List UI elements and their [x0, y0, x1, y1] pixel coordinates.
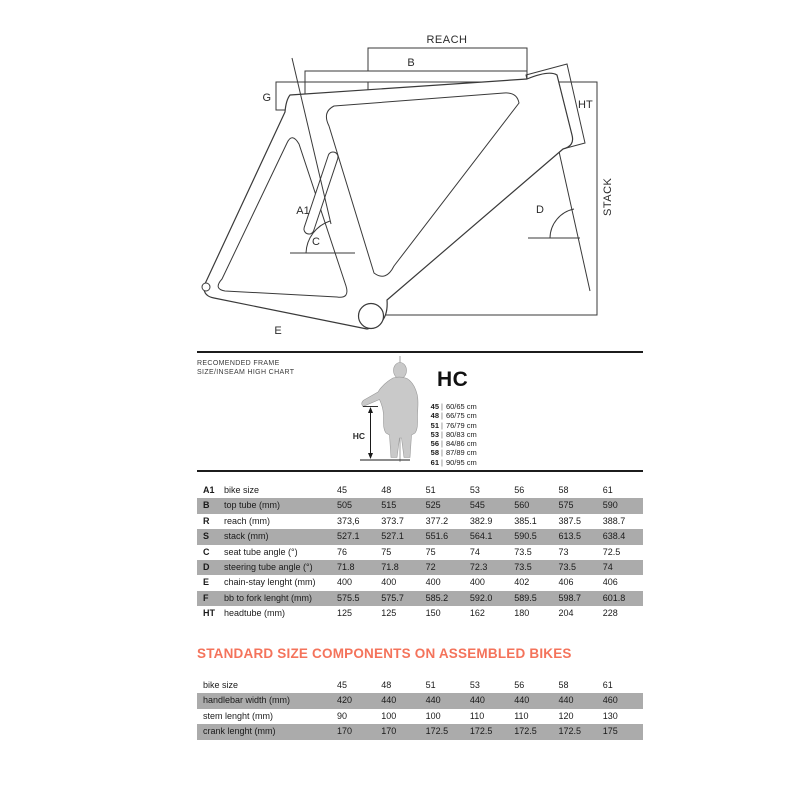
components-value: 440 [514, 695, 530, 706]
geometry-row-label: seat tube angle (°) [224, 546, 298, 557]
frame-diagram [0, 0, 800, 352]
hc-entry-51 [428, 421, 477, 430]
hc-entry-size: 61 [430, 457, 439, 467]
hc-arrow-top [368, 407, 373, 413]
geometry-value: 601.8 [602, 592, 626, 603]
geometry-value: 564.1 [469, 531, 493, 542]
geometry-value: 505 [337, 500, 353, 511]
geometry-value: 73.5 [514, 546, 532, 557]
geometry-value: 377.2 [425, 515, 449, 526]
components-value: 130 [602, 710, 618, 721]
geometry-row-s [197, 529, 643, 544]
geometry-value: 575 [558, 500, 574, 511]
components-value: 170 [337, 726, 353, 737]
components-value: 48 [381, 680, 392, 690]
geometry-row-code: A1 [203, 485, 215, 495]
geometry-row-code: R [203, 515, 210, 526]
geometry-row-label: bb to fork lenght (mm) [224, 592, 313, 603]
geometry-value: 71.8 [337, 561, 355, 572]
hc-entry-53 [428, 430, 477, 439]
components-value: 175 [602, 726, 618, 737]
components-value: 440 [425, 695, 441, 706]
hc-entry-separator: | [441, 448, 443, 458]
geometry-row-r [197, 514, 643, 529]
hc-entry-45 [428, 402, 477, 411]
components-value: 420 [337, 695, 353, 706]
geometry-value: 589.5 [514, 592, 537, 603]
hc-entry-separator: | [441, 411, 443, 421]
components-value: 110 [514, 710, 529, 721]
hc-entry-48 [428, 411, 477, 420]
geometry-value: 545 [469, 500, 485, 511]
geometry-value: 72.5 [602, 546, 621, 557]
components-value: 100 [381, 710, 397, 721]
size-chart-heading-line2: SIZE/INSEAM HIGH CHART [197, 369, 295, 376]
geometry-row-code: F [203, 592, 209, 603]
components-value: 172.5 [425, 726, 449, 737]
hc-title: HC [437, 368, 469, 391]
geometry-value: 551.6 [425, 531, 449, 542]
hc-entry-separator: | [441, 402, 443, 411]
geometry-row-code: D [203, 561, 210, 572]
geometry-row-label: steering tube angle (°) [224, 561, 313, 572]
geometry-value: 228 [602, 608, 618, 619]
c-label: C [312, 236, 320, 248]
geometry-value: 373,6 [337, 515, 360, 526]
geometry-value: 400 [337, 577, 353, 588]
divider-top [197, 351, 643, 353]
rear-dropout-circle [202, 283, 210, 291]
geometry-row-label: stack (mm) [224, 531, 269, 542]
geometry-value: 74 [602, 561, 613, 572]
components-value: 51 [425, 680, 436, 690]
geometry-row-d [197, 560, 643, 575]
geometry-row-f [197, 591, 643, 606]
geometry-row-code: HT [203, 608, 215, 619]
geometry-value: 592.0 [469, 592, 493, 603]
g-label: G [262, 92, 271, 104]
hc-entry-size: 51 [430, 420, 439, 430]
geometry-row-code: S [203, 531, 210, 542]
geometry-value: 387.5 [558, 515, 582, 526]
geometry-value: 72.3 [469, 561, 488, 572]
hc-entry-range: 84/86 cm [445, 439, 477, 449]
size-chart-heading-line1: RECOMENDED FRAME [197, 360, 280, 367]
geometry-row-label: headtube (mm) [224, 608, 286, 619]
geometry-value: 385.1 [514, 515, 537, 526]
geometry-row-label: reach (mm) [224, 515, 271, 526]
geometry-table [197, 483, 643, 622]
geometry-value: 585.2 [425, 592, 449, 603]
geometry-value: 75 [381, 546, 392, 557]
components-row-3 [197, 724, 643, 739]
components-value: 172.5 [514, 726, 537, 737]
hc-entry-56 [428, 439, 477, 448]
b-label: B [407, 57, 415, 69]
components-value: 440 [469, 695, 485, 706]
stack-label: STACK [602, 177, 614, 216]
d-label: D [536, 204, 544, 216]
components-row-label: bike size [203, 680, 239, 690]
components-row-2 [197, 709, 643, 724]
geometry-value: 75 [425, 546, 436, 557]
geometry-value: 560 [514, 500, 530, 511]
geometry-value: 61 [602, 485, 613, 495]
geometry-value: 180 [514, 608, 530, 619]
size-chart-heading [197, 359, 294, 377]
hc-entry-range: 90/95 cm [445, 457, 477, 467]
hc-entry-range: 80/83 cm [445, 429, 477, 439]
geometry-value: 56 [514, 485, 525, 495]
geometry-value: 382.9 [469, 515, 493, 526]
components-value: 460 [602, 695, 618, 706]
geometry-value: 72 [425, 561, 436, 572]
b-measure-box [305, 71, 527, 82]
geometry-value: 45 [337, 485, 348, 495]
geometry-row-e [197, 575, 643, 590]
components-value: 172.5 [469, 726, 493, 737]
geometry-value: 406 [558, 577, 574, 588]
hc-entry-separator: | [441, 439, 443, 449]
geometry-row-code: C [203, 546, 210, 557]
geometry-value: 74 [469, 546, 480, 557]
geometry-value: 373.7 [381, 515, 404, 526]
components-value: 90 [337, 710, 348, 721]
hc-entry-separator: | [441, 457, 443, 467]
components-row-1 [197, 693, 643, 708]
hc-entry-separator: | [441, 429, 443, 439]
geometry-row-code: B [203, 500, 210, 511]
steering-angle-arc [550, 209, 574, 238]
hc-measure-label: HC [352, 431, 365, 441]
hc-entry-size: 45 [430, 402, 439, 411]
components-value: 440 [381, 695, 397, 706]
geometry-value: 125 [337, 608, 353, 619]
geometry-value: 58 [558, 485, 569, 495]
geometry-value: 73 [558, 546, 569, 557]
geometry-value: 162 [469, 608, 485, 619]
components-row-label: handlebar width (mm) [203, 695, 291, 706]
components-row-0 [197, 678, 643, 693]
components-row-label: stem lenght (mm) [203, 710, 274, 721]
divider-bottom [197, 470, 643, 472]
geometry-value: 388.7 [602, 515, 626, 526]
reach-measure-box [368, 48, 527, 71]
geometry-value: 76 [337, 546, 348, 557]
components-table [197, 678, 643, 740]
geometry-value: 638.4 [602, 531, 626, 542]
components-value: 58 [558, 680, 569, 690]
components-value: 100 [425, 710, 441, 721]
geometry-value: 204 [558, 608, 574, 619]
components-value: 440 [558, 695, 574, 706]
figure-head [394, 363, 407, 379]
hc-entry-range: 76/79 cm [445, 420, 477, 430]
a1-label: A1 [296, 205, 310, 217]
geometry-value: 575.7 [381, 592, 404, 603]
components-value: 53 [469, 680, 480, 690]
geometry-value: 590 [602, 500, 618, 511]
bottom-bracket-circle [359, 304, 384, 329]
geometry-row-ht [197, 606, 643, 621]
geometry-value: 48 [381, 485, 392, 495]
geometry-row-label: bike size [224, 485, 260, 495]
geometry-value: 150 [425, 608, 441, 619]
hc-entry-size: 56 [430, 439, 439, 449]
geometry-row-code: E [203, 577, 210, 588]
components-title: STANDARD SIZE COMPONENTS ON ASSEMBLED BIKES [197, 646, 572, 661]
ht-label: HT [578, 99, 593, 111]
components-value: 170 [381, 726, 397, 737]
geometry-value: 590.5 [514, 531, 537, 542]
hc-entry-size: 53 [430, 429, 439, 439]
geometry-value: 575.5 [337, 592, 360, 603]
e-label: E [274, 325, 282, 337]
geometry-value: 53 [469, 485, 480, 495]
geometry-value: 73.5 [558, 561, 577, 572]
components-value: 45 [337, 680, 348, 690]
hc-entry-size: 58 [430, 448, 439, 458]
geometry-value: 598.7 [558, 592, 582, 603]
geometry-row-c [197, 545, 643, 560]
components-value: 120 [558, 710, 574, 721]
geometry-value: 51 [425, 485, 436, 495]
geometry-value: 400 [425, 577, 441, 588]
geometry-row-b [197, 498, 643, 513]
hc-arrow-bottom [368, 453, 373, 459]
hc-entry-range: 87/89 cm [445, 448, 477, 458]
geometry-value: 73.5 [514, 561, 532, 572]
geometry-value: 525 [425, 500, 441, 511]
hc-entry-61 [428, 458, 477, 467]
geometry-value: 402 [514, 577, 530, 588]
geometry-row-label: chain-stay lenght (mm) [224, 577, 316, 588]
hc-entry-range: 60/65 cm [445, 402, 477, 411]
geometry-row-label: top tube (mm) [224, 500, 281, 511]
components-value: 56 [514, 680, 525, 690]
reach-label: REACH [426, 34, 468, 46]
geometry-value: 400 [381, 577, 397, 588]
geometry-value: 406 [602, 577, 618, 588]
geometry-value: 613.5 [558, 531, 582, 542]
hc-entry-range: 66/75 cm [445, 411, 477, 421]
components-value: 61 [602, 680, 613, 690]
hc-entry-58 [428, 448, 477, 457]
components-value: 172.5 [558, 726, 582, 737]
geometry-value: 71.8 [381, 561, 399, 572]
geometry-value: 125 [381, 608, 397, 619]
components-value: 110 [469, 710, 485, 721]
geometry-value: 515 [381, 500, 397, 511]
components-row-label: crank lenght (mm) [203, 726, 276, 737]
geometry-value: 400 [469, 577, 485, 588]
geometry-value: 527.1 [381, 531, 404, 542]
hc-entry-separator: | [441, 420, 443, 430]
geometry-value: 527.1 [337, 531, 360, 542]
geometry-row-a1 [197, 483, 643, 498]
hc-entry-size: 48 [430, 411, 439, 421]
hc-size-list [428, 402, 477, 467]
